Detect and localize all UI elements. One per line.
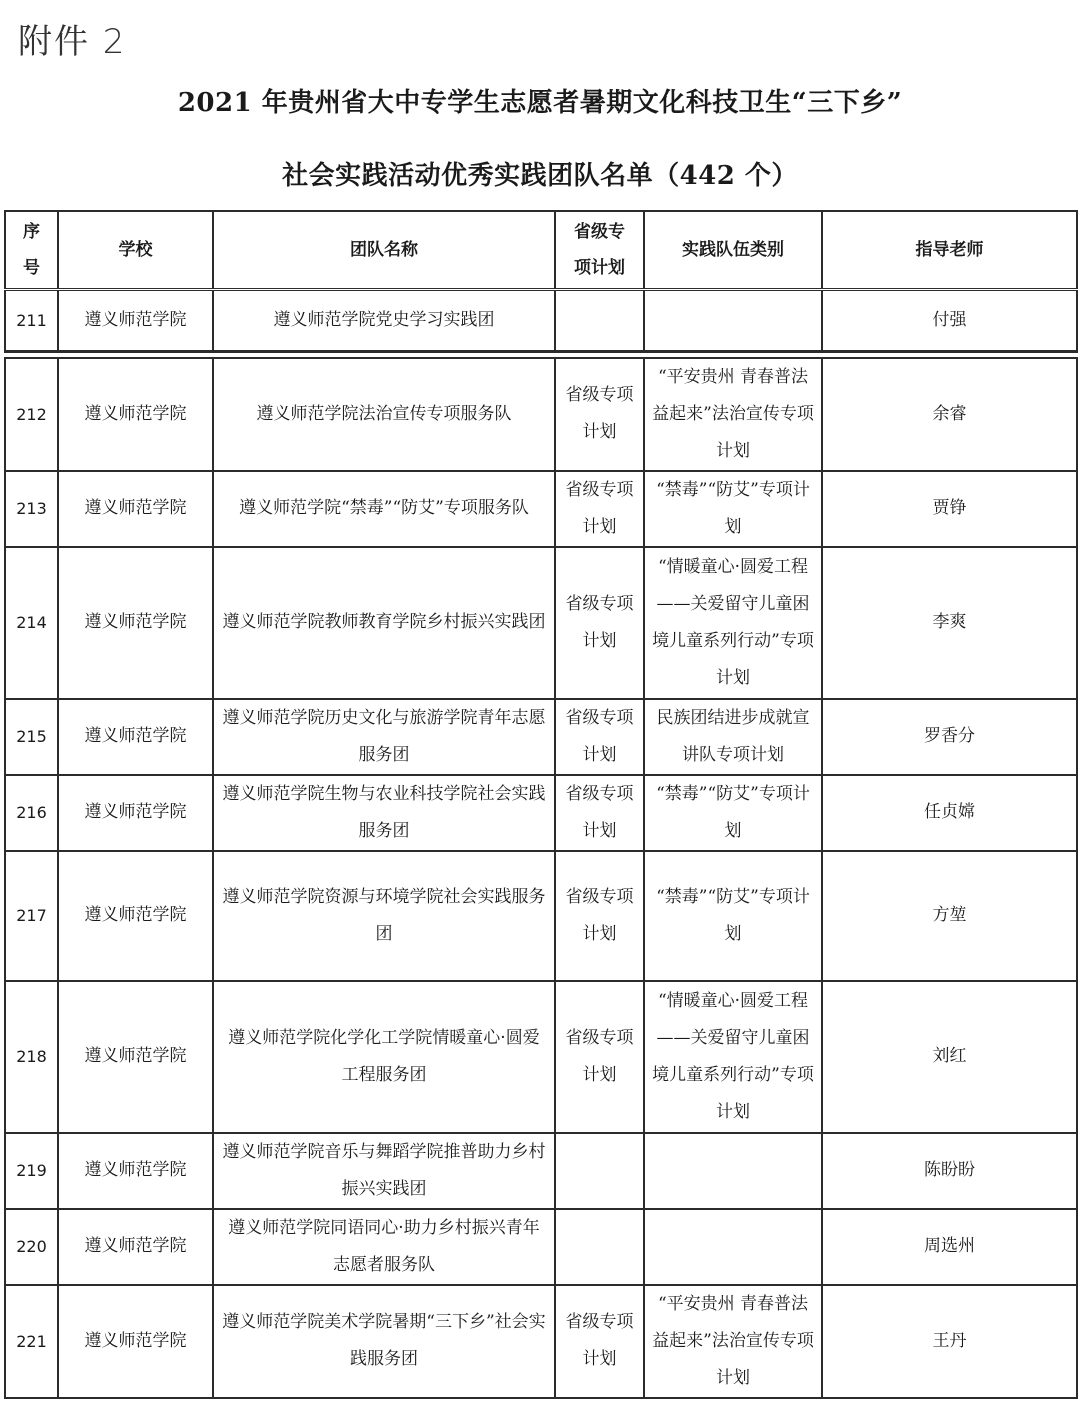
provincial-cell: 省级专项计划 [555, 981, 644, 1133]
advisor-cell: 罗香分 [822, 699, 1077, 775]
table-row [5, 471, 1077, 547]
team-cell: 遵义师范学院资源与环境学院社会实践服务团 [213, 851, 555, 981]
category-cell: “平安贵州 青春普法益起来”法治宣传专项计划 [644, 358, 822, 471]
school-cell: 遵义师范学院 [58, 1209, 213, 1285]
provincial-cell: 省级专项计划 [555, 699, 644, 775]
category-cell: “禁毒”“防艾”专项计划 [644, 851, 822, 981]
category-cell: “情暖童心·圆爱工程——关爱留守儿童困境儿童系列行动”专项计划 [644, 981, 822, 1133]
category-cell: “情暖童心·圆爱工程——关爱留守儿童困境儿童系列行动”专项计划 [644, 547, 822, 699]
seq-cell: 215 [5, 699, 58, 775]
seq-cell: 211 [5, 289, 58, 351]
advisor-cell: 余睿 [822, 358, 1077, 471]
table-row [5, 1285, 1077, 1398]
provincial-cell: 省级专项计划 [555, 851, 644, 981]
team-cell: 遵义师范学院生物与农业科技学院社会实践服务团 [213, 775, 555, 851]
advisor-cell: 贾铮 [822, 471, 1077, 547]
team-cell: 遵义师范学院同语同心·助力乡村振兴青年志愿者服务队 [213, 1209, 555, 1285]
provincial-cell [555, 289, 644, 351]
seq-cell: 212 [5, 358, 58, 471]
school-cell: 遵义师范学院 [58, 851, 213, 981]
team-cell: 遵义师范学院化学化工学院情暖童心·圆爱工程服务团 [213, 981, 555, 1133]
document-title-line-2: 社会实践活动优秀实践团队名单（442 个） [282, 161, 798, 191]
school-cell: 遵义师范学院 [58, 358, 213, 471]
table-row [5, 981, 1077, 1133]
document-title-line-1: 2021 年贵州省大中专学生志愿者暑期文化科技卫生“三下乡” [177, 88, 903, 118]
team-list-table [4, 210, 1078, 1399]
provincial-cell [555, 1209, 644, 1285]
seq-cell: 219 [5, 1133, 58, 1209]
provincial-cell: 省级专项计划 [555, 547, 644, 699]
provincial-cell: 省级专项计划 [555, 1285, 644, 1398]
advisor-cell: 陈盼盼 [822, 1133, 1077, 1209]
school-cell: 遵义师范学院 [58, 981, 213, 1133]
advisor-cell: 周选州 [822, 1209, 1077, 1285]
table-row [5, 699, 1077, 775]
table-row [5, 775, 1077, 851]
header-advisor: 指导老师 [822, 211, 1077, 289]
team-cell: 遵义师范学院“禁毒”“防艾”专项服务队 [213, 471, 555, 547]
advisor-cell: 任贞嫦 [822, 775, 1077, 851]
advisor-cell: 方堃 [822, 851, 1077, 981]
seq-cell: 213 [5, 471, 58, 547]
school-cell: 遵义师范学院 [58, 1285, 213, 1398]
school-cell: 遵义师范学院 [58, 699, 213, 775]
header-school: 学校 [58, 211, 213, 289]
advisor-cell: 李爽 [822, 547, 1077, 699]
seq-cell: 220 [5, 1209, 58, 1285]
category-cell: “禁毒”“防艾”专项计划 [644, 471, 822, 547]
provincial-cell [555, 1133, 644, 1209]
seq-cell: 216 [5, 775, 58, 851]
team-cell: 遵义师范学院党史学习实践团 [213, 289, 555, 351]
category-cell [644, 1133, 822, 1209]
provincial-cell: 省级专项计划 [555, 358, 644, 471]
header-seq: 序号 [5, 211, 58, 289]
table-row [5, 1209, 1077, 1285]
provincial-cell: 省级专项计划 [555, 775, 644, 851]
table-row [5, 1133, 1077, 1209]
attachment-label: 附件 2 [18, 22, 127, 62]
team-cell: 遵义师范学院历史文化与旅游学院青年志愿服务团 [213, 699, 555, 775]
category-cell [644, 1209, 822, 1285]
advisor-cell: 刘红 [822, 981, 1077, 1133]
seq-cell: 217 [5, 851, 58, 981]
table-row [5, 851, 1077, 981]
team-cell: 遵义师范学院教师教育学院乡村振兴实践团 [213, 547, 555, 699]
school-cell: 遵义师范学院 [58, 471, 213, 547]
table-row [5, 547, 1077, 699]
team-cell: 遵义师范学院法治宣传专项服务队 [213, 358, 555, 471]
school-cell: 遵义师范学院 [58, 775, 213, 851]
provincial-cell: 省级专项计划 [555, 471, 644, 547]
school-cell: 遵义师范学院 [58, 289, 213, 351]
table-row [5, 289, 1077, 351]
school-cell: 遵义师范学院 [58, 547, 213, 699]
seq-cell: 221 [5, 1285, 58, 1398]
seq-cell: 214 [5, 547, 58, 699]
category-cell: 民族团结进步成就宣讲队专项计划 [644, 699, 822, 775]
seq-cell: 218 [5, 981, 58, 1133]
category-cell: “平安贵州 青春普法益起来”法治宣传专项计划 [644, 1285, 822, 1398]
category-cell: “禁毒”“防艾”专项计划 [644, 775, 822, 851]
team-cell: 遵义师范学院音乐与舞蹈学院推普助力乡村振兴实践团 [213, 1133, 555, 1209]
header-team: 团队名称 [213, 211, 555, 289]
team-cell: 遵义师范学院美术学院暑期“三下乡”社会实践服务团 [213, 1285, 555, 1398]
header-provincial: 省级专项计划 [555, 211, 644, 289]
advisor-cell: 付强 [822, 289, 1077, 351]
table-header-row [5, 211, 1077, 289]
header-category: 实践队伍类别 [644, 211, 822, 289]
advisor-cell: 王丹 [822, 1285, 1077, 1398]
table-row [5, 358, 1077, 471]
category-cell [644, 289, 822, 351]
school-cell: 遵义师范学院 [58, 1133, 213, 1209]
